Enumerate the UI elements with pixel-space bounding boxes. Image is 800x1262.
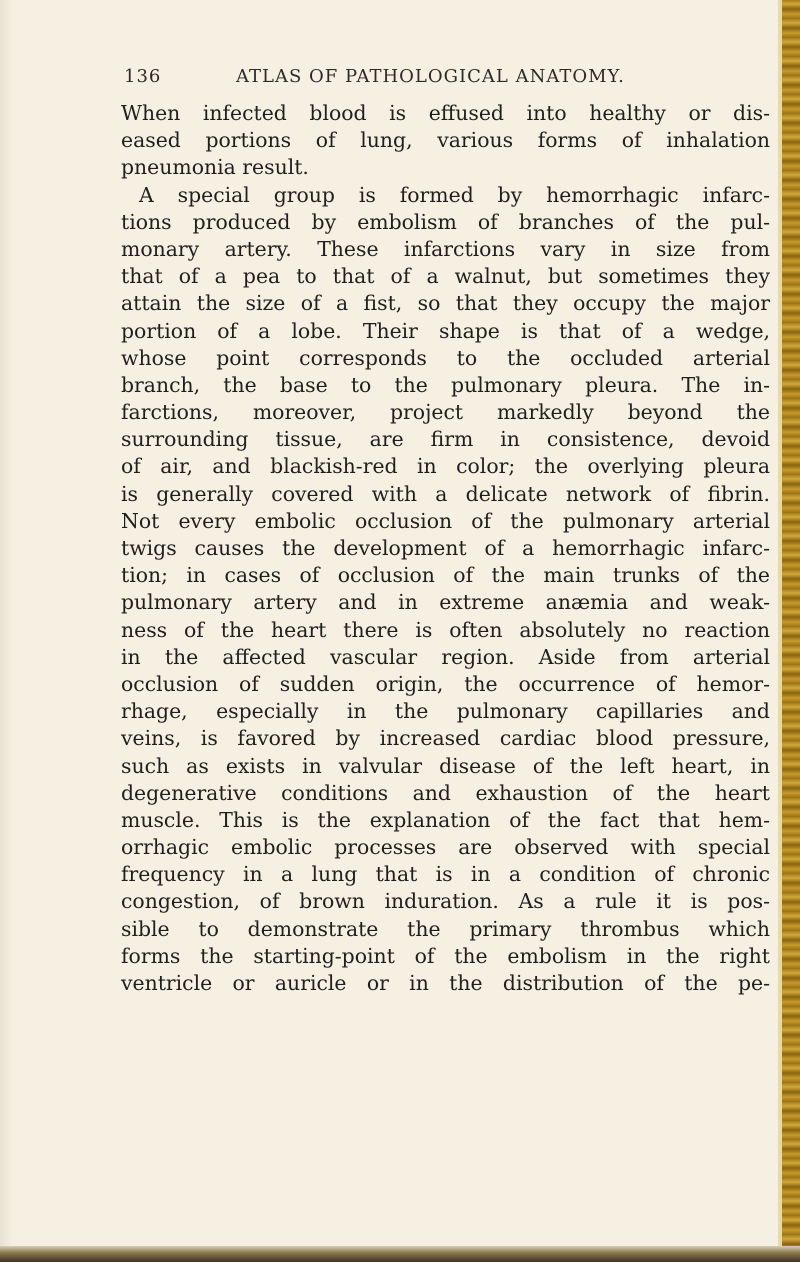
text-line: forms the starting-point of the embolism in the right [121, 943, 770, 968]
body-text [121, 100, 770, 997]
text-line: ventricle or auricle or in the distribution of the pe- [121, 971, 770, 995]
text-line: tions produced by embolism of branches of the pul- [121, 209, 770, 234]
text-line: degenerative conditions and exhaustion of the heart [121, 780, 770, 805]
text-line: muscle. This is the explanation of the fact that hem- [121, 807, 770, 832]
text-line: such as exists in valvular disease of the left heart, in [121, 753, 770, 778]
text-line: pulmonary artery and in extreme anæmia and weak- [121, 590, 770, 615]
text-line: tion; in cases of occlusion of the main trunks of the [121, 563, 770, 588]
page-number: 136 [124, 66, 162, 87]
text-line: attain the size of a fist, so that they occupy the major [121, 291, 770, 316]
running-head [124, 66, 784, 87]
text-line: orrhagic embolic processes are observed with special [121, 835, 770, 860]
text-line: rhage, especially in the pulmonary capillaries and [121, 699, 770, 724]
text-line: is generally covered with a delicate network of fibrin. [121, 481, 770, 506]
text-line: in the affected vascular region. Aside from arterial [121, 644, 770, 669]
text-line: farctions, moreover, project markedly beyond the [121, 400, 770, 425]
text-line: whose point corresponds to the occluded arterial [121, 345, 770, 370]
text-line: A special group is formed by hemorrhagic infarc- [139, 182, 770, 207]
text-line: of air, and blackish-red in color; the overlying pleura [121, 454, 770, 479]
text-line: ness of the heart there is often absolutely no reaction [121, 617, 770, 642]
text-line: Not every embolic occlusion of the pulmonary arterial [121, 508, 770, 533]
text-line: that of a pea to that of a walnut, but sometimes they [121, 264, 770, 289]
running-title: ATLAS OF PATHOLOGICAL ANATOMY. [236, 66, 625, 87]
bottom-page-edge [0, 1246, 800, 1262]
gilt-page-edge [782, 0, 800, 1262]
text-line: sible to demonstrate the primary thrombus which [121, 916, 770, 941]
binding-shadow [0, 0, 14, 1262]
text-line: eased portions of lung, various forms of inhalation [121, 128, 770, 153]
text-line: frequency in a lung that is in a condition of chronic [121, 862, 770, 887]
text-line: portion of a lobe. Their shape is that of a wedge, [121, 318, 770, 343]
text-line: pneumonia result. [121, 155, 309, 180]
text-line: surrounding tissue, are firm in consistence, devoid [121, 427, 770, 452]
text-line: branch, the base to the pulmonary pleura. The in- [121, 372, 770, 397]
text-line: congestion, of brown induration. As a rule it is pos- [121, 889, 770, 914]
text-line: occlusion of sudden origin, the occurrence of hemor- [121, 671, 770, 696]
text-line: veins, is favored by increased cardiac blood pressure, [121, 726, 770, 751]
text-line: monary artery. These infarctions vary in size from [121, 236, 770, 261]
text-line: twigs causes the development of a hemorrhagic infarc- [121, 536, 770, 560]
text-line: When infected blood is effused into healthy or dis- [121, 101, 770, 125]
